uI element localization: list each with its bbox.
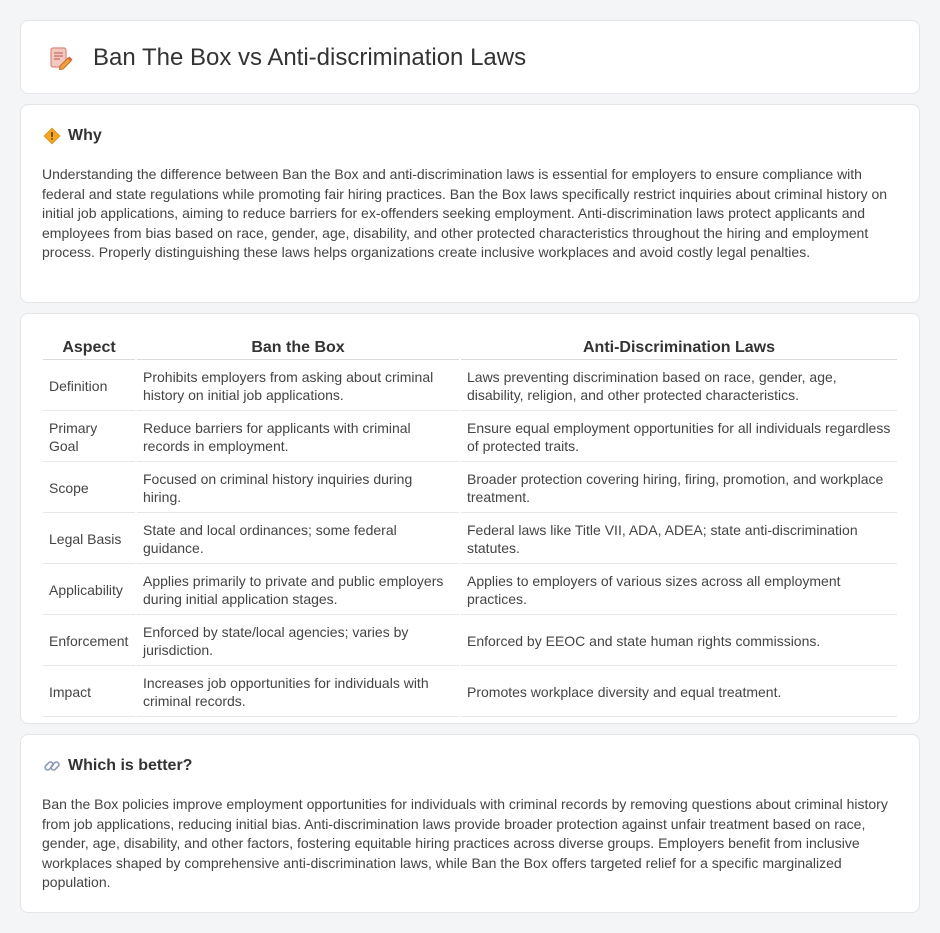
aspect-cell: Primary Goal: [43, 413, 135, 462]
table-row: [43, 362, 897, 411]
table-header-row: [43, 336, 897, 360]
aspect-cell: Enforcement: [43, 617, 135, 666]
ban-the-box-cell: Focused on criminal history inquiries during hiring.: [137, 464, 459, 513]
header-aspect: Aspect: [43, 336, 135, 360]
page-title: Ban The Box vs Anti-discrimination Laws: [93, 44, 527, 71]
aspect-cell: Scope: [43, 464, 135, 513]
better-heading-row: [43, 757, 192, 775]
table-row: [43, 566, 897, 615]
aspect-cell: Definition: [43, 362, 135, 411]
ban-the-box-cell: Prohibits employers from asking about criminal history on initial job applications.: [137, 362, 459, 411]
ban-the-box-cell: Increases job opportunities for individuals with criminal records.: [137, 668, 459, 717]
comparison-table: [41, 334, 899, 719]
diamond-warning-icon: [43, 127, 61, 145]
table-row: [43, 668, 897, 717]
title-card: [20, 20, 920, 94]
ban-the-box-cell: Reduce barriers for applicants with criminal records in employment.: [137, 413, 459, 462]
table-row: [43, 515, 897, 564]
anti-discrimination-cell: Broader protection covering hiring, firing, promotion, and workplace treatment.: [461, 464, 897, 513]
better-title: Which is better?: [68, 757, 193, 774]
header-anti-discrimination: Anti-Discrimination Laws: [461, 336, 897, 360]
why-section: [20, 104, 920, 303]
comparison-section: [20, 313, 920, 724]
ban-the-box-cell: Enforced by state/local agencies; varies by jurisdiction.: [137, 617, 459, 666]
anti-discrimination-cell: Ensure equal employment opportunities for all individuals regardless of protected traits.: [461, 413, 897, 462]
table-row: [43, 464, 897, 513]
why-heading-row: [43, 127, 102, 145]
aspect-cell: Applicability: [43, 566, 135, 615]
document-pencil-icon: [47, 45, 73, 71]
anti-discrimination-cell: Applies to employers of various sizes across all employment practices.: [461, 566, 897, 615]
ban-the-box-cell: State and local ordinances; some federal guidance.: [137, 515, 459, 564]
anti-discrimination-cell: Federal laws like Title VII, ADA, ADEA; state anti-discrimination statutes.: [461, 515, 897, 564]
aspect-cell: Impact: [43, 668, 135, 717]
link-icon: [43, 757, 61, 775]
title-row: [47, 43, 526, 73]
anti-discrimination-cell: Laws preventing discrimination based on race, gender, age, disability, religion, and other protected characteristics.: [461, 362, 897, 411]
aspect-cell: Legal Basis: [43, 515, 135, 564]
which-is-better-section: [20, 734, 920, 913]
table-row: [43, 413, 897, 462]
ban-the-box-cell: Applies primarily to private and public employers during initial application stages.: [137, 566, 459, 615]
anti-discrimination-cell: Promotes workplace diversity and equal treatment.: [461, 668, 897, 717]
why-title: Why: [68, 127, 102, 144]
anti-discrimination-cell: Enforced by EEOC and state human rights commissions.: [461, 617, 897, 666]
better-paragraph: Ban the Box policies improve employment opportunities for individuals with criminal records by removing questions about criminal history from job applications, reducing initial bias. Anti-discrimination laws provide broader protection against unfair treatment based on race, gender, age, disability, and other factors, fostering equitable hiring practices across diverse groups. Employers benefit from inclusive workplaces shaped by comprehensive anti-discrimination laws, while Ban the Box offers targeted relief for a specific marginalized population.: [42, 796, 888, 890]
why-paragraph: Understanding the difference between Ban the Box and anti-discrimination laws is essential for employers to ensure compliance with federal and state regulations while promoting fair hiring practices. Ban the Box laws specifically restrict inquiries about criminal history on initial job applications, aiming to reduce barriers for ex-offenders seeking employment. Anti-discrimination laws protect applicants and employees from bias based on race, gender, age, disability, and other protected characteristics throughout the hiring and employment process. Properly distinguishing these laws helps organizations create inclusive workplaces and avoid costly legal penalties.: [42, 166, 888, 260]
table-row: [43, 617, 897, 666]
header-ban-the-box: Ban the Box: [137, 336, 459, 360]
